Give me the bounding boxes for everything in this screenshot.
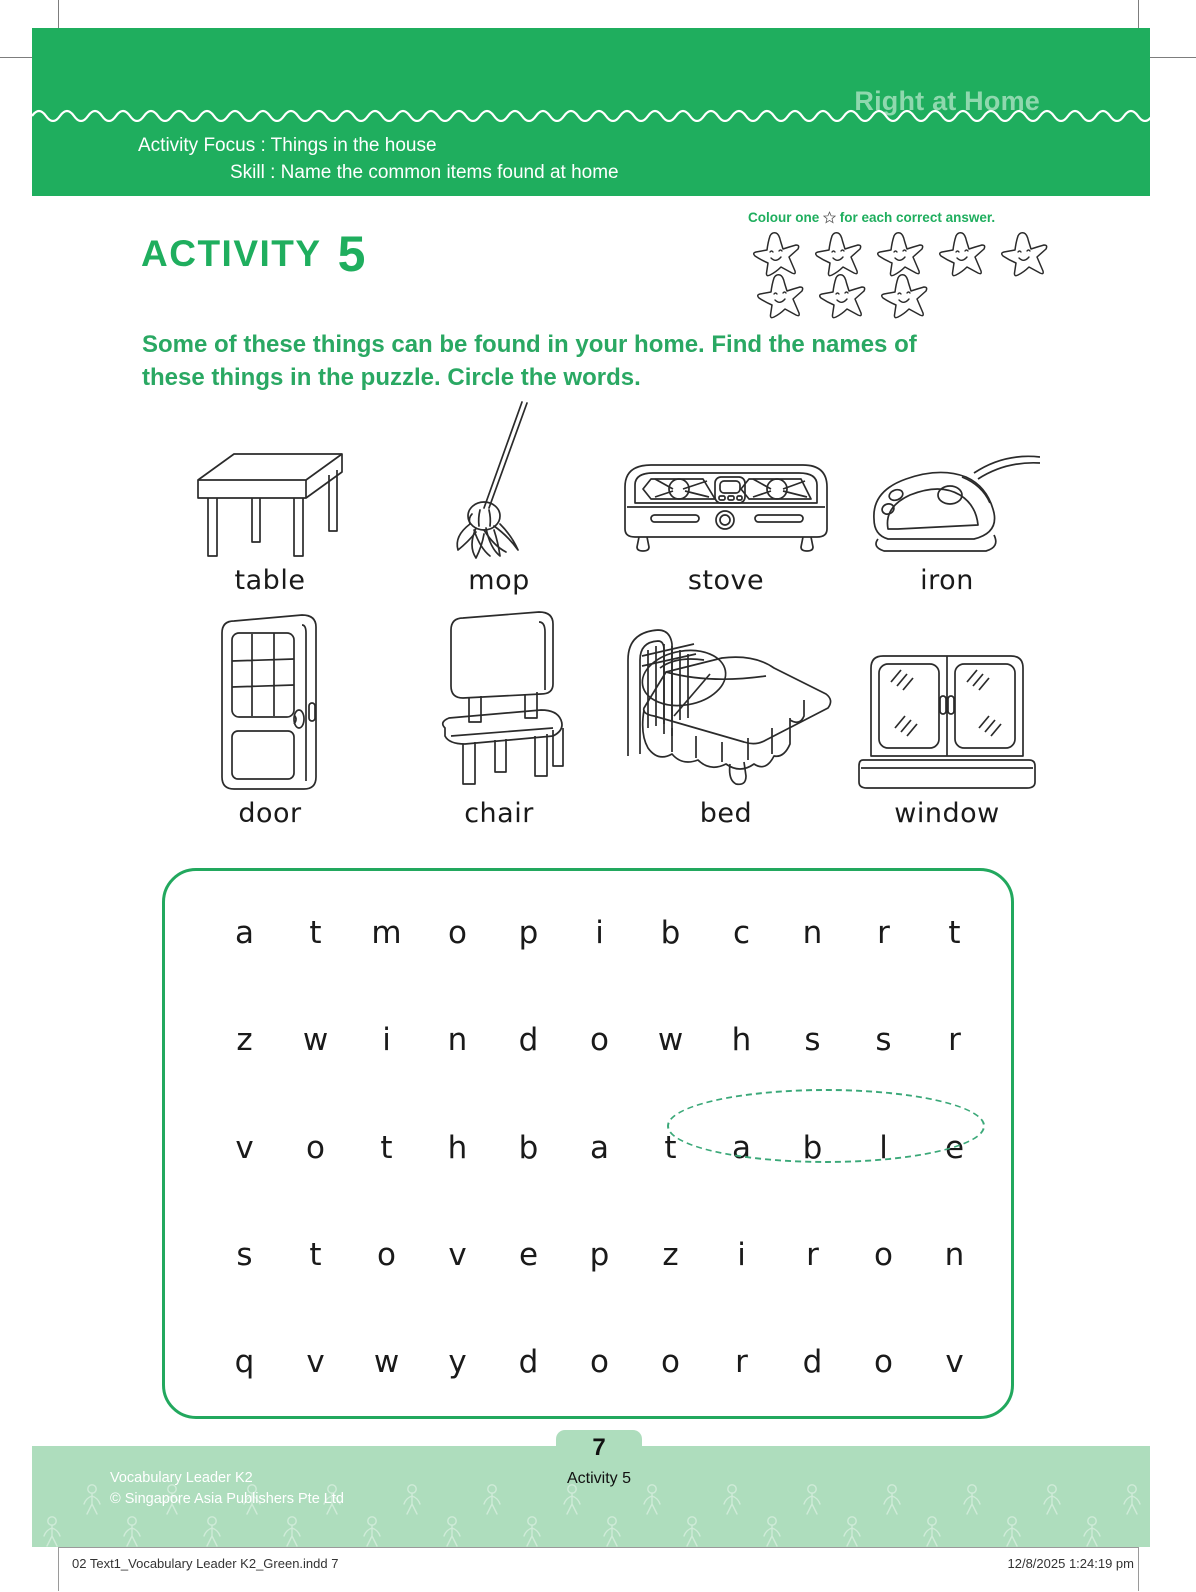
picture-label: bed [699, 798, 753, 829]
picture-label: door [238, 798, 302, 829]
letter-cell[interactable]: t [309, 1236, 322, 1273]
letter-cell[interactable]: r [735, 1344, 748, 1381]
star-cell[interactable] [752, 272, 808, 320]
door-icon [206, 611, 334, 796]
letter-grid [165, 871, 1011, 1416]
picture-label: iron [920, 565, 974, 596]
star-icon[interactable] [748, 230, 804, 278]
star-icon[interactable] [752, 272, 808, 320]
letter-cell[interactable]: o [306, 1129, 325, 1166]
letter-cell[interactable]: o [590, 1344, 609, 1381]
mini-star-icon [823, 211, 836, 227]
letter-cell[interactable]: l [879, 1129, 888, 1166]
star-row-2 [752, 272, 1060, 320]
letter-cell[interactable]: v [306, 1344, 325, 1381]
instructions-line-1: Some of these things can be found in your home. Find the names of [142, 331, 917, 358]
iron-icon [854, 451, 1040, 563]
picture-label: window [894, 798, 1000, 829]
star-cell[interactable] [748, 230, 804, 278]
letter-cell[interactable]: z [236, 1022, 253, 1059]
letter-row [165, 879, 1011, 986]
star-icon[interactable] [872, 230, 928, 278]
letter-cell[interactable]: o [590, 1022, 609, 1059]
slug-tick-left [58, 1547, 59, 1591]
letter-cell[interactable]: b [802, 1129, 823, 1166]
letter-cell[interactable]: d [518, 1344, 539, 1381]
letter-cell[interactable]: s [875, 1022, 892, 1059]
picture-row-1 [150, 400, 1050, 596]
letter-cell[interactable]: t [948, 914, 961, 951]
picture-item-mop [390, 400, 608, 596]
star-cell[interactable] [934, 230, 990, 278]
stars-caption [748, 210, 1060, 227]
letter-cell[interactable]: n [944, 1236, 965, 1273]
window-icon [857, 636, 1037, 796]
picture-grid [150, 400, 1050, 829]
letter-cell[interactable]: b [660, 914, 681, 951]
letter-cell[interactable]: m [371, 914, 402, 951]
wave-divider [32, 104, 1150, 122]
chair-icon [429, 610, 569, 796]
picture-label: table [234, 565, 306, 596]
page-number-tab [556, 1430, 642, 1468]
footer-copyright-line: © Singapore Asia Publishers Pte Ltd [110, 1491, 344, 1507]
letter-cell[interactable]: s [236, 1236, 253, 1273]
star-cell[interactable] [810, 230, 866, 278]
letter-cell[interactable]: y [448, 1344, 467, 1381]
letter-cell[interactable]: w [373, 1344, 400, 1381]
letter-row [165, 986, 1011, 1093]
letter-cell[interactable]: a [235, 914, 254, 951]
star-cell[interactable] [996, 230, 1052, 278]
star-icon[interactable] [814, 272, 870, 320]
star-icon[interactable] [996, 230, 1052, 278]
activity-focus-block [138, 132, 619, 186]
word-search-box[interactable] [162, 868, 1014, 1419]
header-band [32, 28, 1150, 196]
star-cell[interactable] [872, 230, 928, 278]
print-slug-timestamp: 12/8/2025 1:24:19 pm [1007, 1556, 1134, 1571]
picture-item-window [844, 636, 1050, 829]
picture-label: mop [468, 565, 530, 596]
letter-cell[interactable]: h [731, 1022, 752, 1059]
letter-cell[interactable]: b [518, 1129, 539, 1166]
activity-focus-text: Activity Focus : Things in the house [138, 135, 437, 156]
letter-cell[interactable]: v [945, 1344, 964, 1381]
picture-label: stove [687, 565, 765, 596]
letter-cell[interactable]: n [447, 1022, 468, 1059]
letter-cell[interactable]: e [518, 1236, 539, 1273]
stars-caption-after: for each correct answer. [839, 210, 996, 225]
letter-cell[interactable]: n [802, 914, 823, 951]
letter-cell[interactable]: o [874, 1236, 893, 1273]
letter-row [165, 1309, 1011, 1416]
stars-caption-before: Colour one [748, 210, 820, 225]
skill-text: Skill : Name the common items found at home [230, 162, 619, 183]
picture-item-stove [608, 451, 844, 596]
print-slug-file: 02 Text1_Vocabulary Leader K2_Green.indd 7 [72, 1556, 339, 1571]
activity-word: ACTIVITY [141, 233, 322, 274]
letter-cell[interactable]: z [662, 1236, 679, 1273]
picture-item-door [150, 611, 390, 829]
letter-cell[interactable]: e [944, 1129, 965, 1166]
letter-cell[interactable]: d [802, 1344, 823, 1381]
letter-cell[interactable]: t [664, 1129, 677, 1166]
picture-item-table [150, 438, 390, 596]
letter-cell[interactable]: i [595, 914, 604, 951]
activity-title [141, 225, 367, 283]
letter-cell[interactable]: r [948, 1022, 961, 1059]
picture-row-2 [150, 610, 1050, 829]
activity-number: 5 [337, 226, 367, 282]
star-icon[interactable] [876, 272, 932, 320]
footer-book-line: Vocabulary Leader K2 [110, 1470, 253, 1486]
mop-icon [434, 400, 564, 565]
star-icon[interactable] [810, 230, 866, 278]
picture-item-bed [608, 616, 844, 829]
footer-credits [110, 1468, 344, 1510]
instructions [142, 328, 1042, 394]
letter-cell[interactable]: w [657, 1022, 684, 1059]
letter-cell[interactable]: p [518, 914, 539, 951]
picture-label: chair [464, 798, 534, 829]
letter-cell[interactable]: o [377, 1236, 396, 1273]
letter-cell[interactable]: w [302, 1022, 329, 1059]
letter-cell[interactable]: h [447, 1129, 468, 1166]
star-cell[interactable] [814, 272, 870, 320]
letter-cell[interactable]: r [806, 1236, 819, 1273]
stove-icon [611, 451, 841, 563]
letter-cell[interactable]: s [804, 1022, 821, 1059]
slug-tick-right [1138, 1547, 1139, 1591]
book-title: Right at Home [854, 86, 1040, 116]
star-cell[interactable] [876, 272, 932, 320]
letter-cell[interactable]: o [874, 1344, 893, 1381]
letter-cell[interactable]: t [380, 1129, 393, 1166]
letter-cell[interactable]: i [382, 1022, 391, 1059]
star-rating-block [748, 210, 1060, 320]
letter-cell[interactable]: v [235, 1129, 254, 1166]
footer-activity-label: Activity 5 [566, 1470, 631, 1487]
letter-cell[interactable]: d [518, 1022, 539, 1059]
letter-cell[interactable]: o [661, 1344, 680, 1381]
star-row-1 [748, 230, 1060, 278]
bed-icon [614, 616, 838, 796]
letter-row [165, 1094, 1011, 1201]
letter-cell[interactable]: r [877, 914, 890, 951]
picture-item-chair [390, 610, 608, 829]
letter-cell[interactable]: v [448, 1236, 467, 1273]
page-number: 7 [592, 1434, 606, 1461]
slug-rule [58, 1547, 1138, 1548]
letter-row [165, 1201, 1011, 1308]
letter-cell[interactable]: i [737, 1236, 746, 1273]
letter-cell[interactable]: a [590, 1129, 609, 1166]
letter-cell[interactable]: q [234, 1344, 255, 1381]
table-icon [186, 438, 354, 563]
letter-cell[interactable]: t [309, 914, 322, 951]
letter-cell[interactable]: p [589, 1236, 610, 1273]
letter-cell[interactable]: a [732, 1129, 751, 1166]
letter-cell[interactable]: c [732, 914, 751, 951]
star-icon[interactable] [934, 230, 990, 278]
letter-cell[interactable]: o [448, 914, 467, 951]
instructions-line-2: these things in the puzzle. Circle the words. [142, 364, 641, 391]
picture-item-iron [844, 451, 1050, 596]
